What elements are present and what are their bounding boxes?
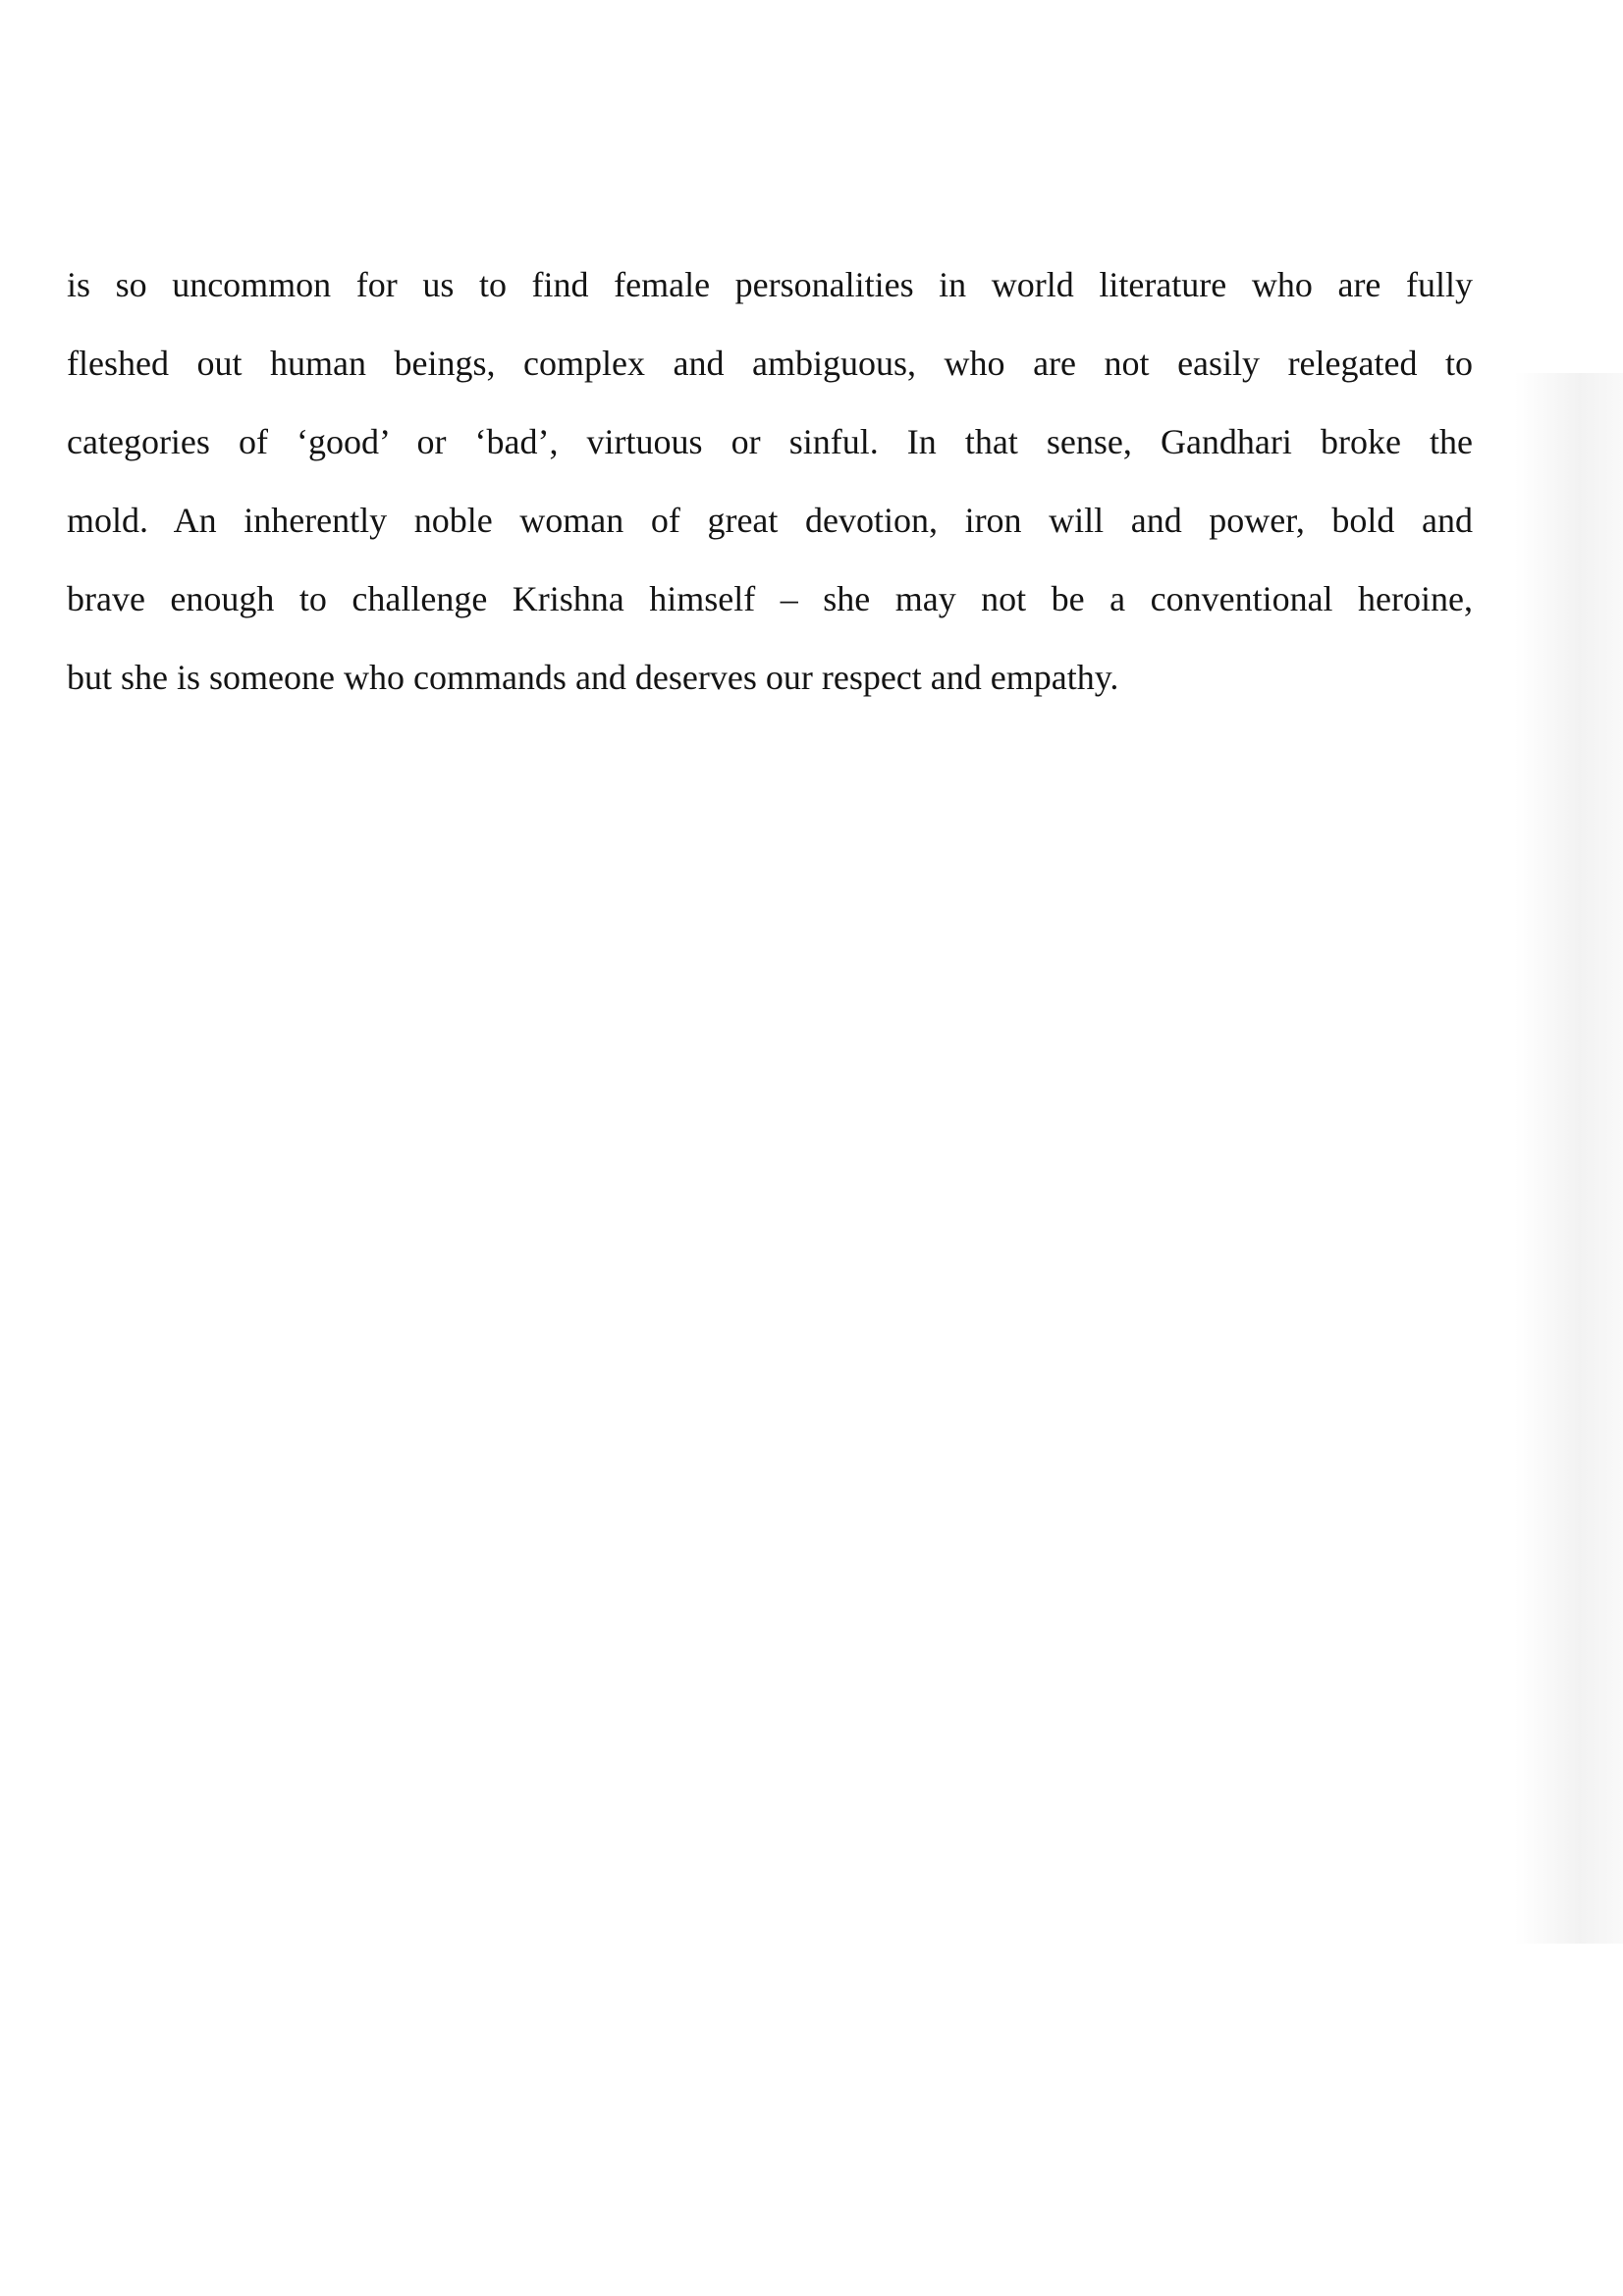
paragraph-line: mold. An inherently noble woman of great devotion, iron will and power, bold and <box>67 501 1473 540</box>
scan-edge-shadow <box>1515 373 1623 1944</box>
paragraph-line: fleshed out human beings, complex and ambiguous, who are not easily relegated to <box>67 344 1473 383</box>
body-paragraph <box>67 245 1473 717</box>
paragraph-line: categories of ‘good’ or ‘bad’, virtuous or sinful. In that sense, Gandhari broke the <box>67 422 1473 461</box>
paragraph-line: is so uncommon for us to find female personalities in world literature who are fully <box>67 265 1473 304</box>
paragraph-line: brave enough to challenge Krishna himself – she may not be a conventional heroine, <box>67 579 1473 618</box>
paragraph-line: but she is someone who commands and deserves our respect and empathy. <box>67 658 1119 697</box>
